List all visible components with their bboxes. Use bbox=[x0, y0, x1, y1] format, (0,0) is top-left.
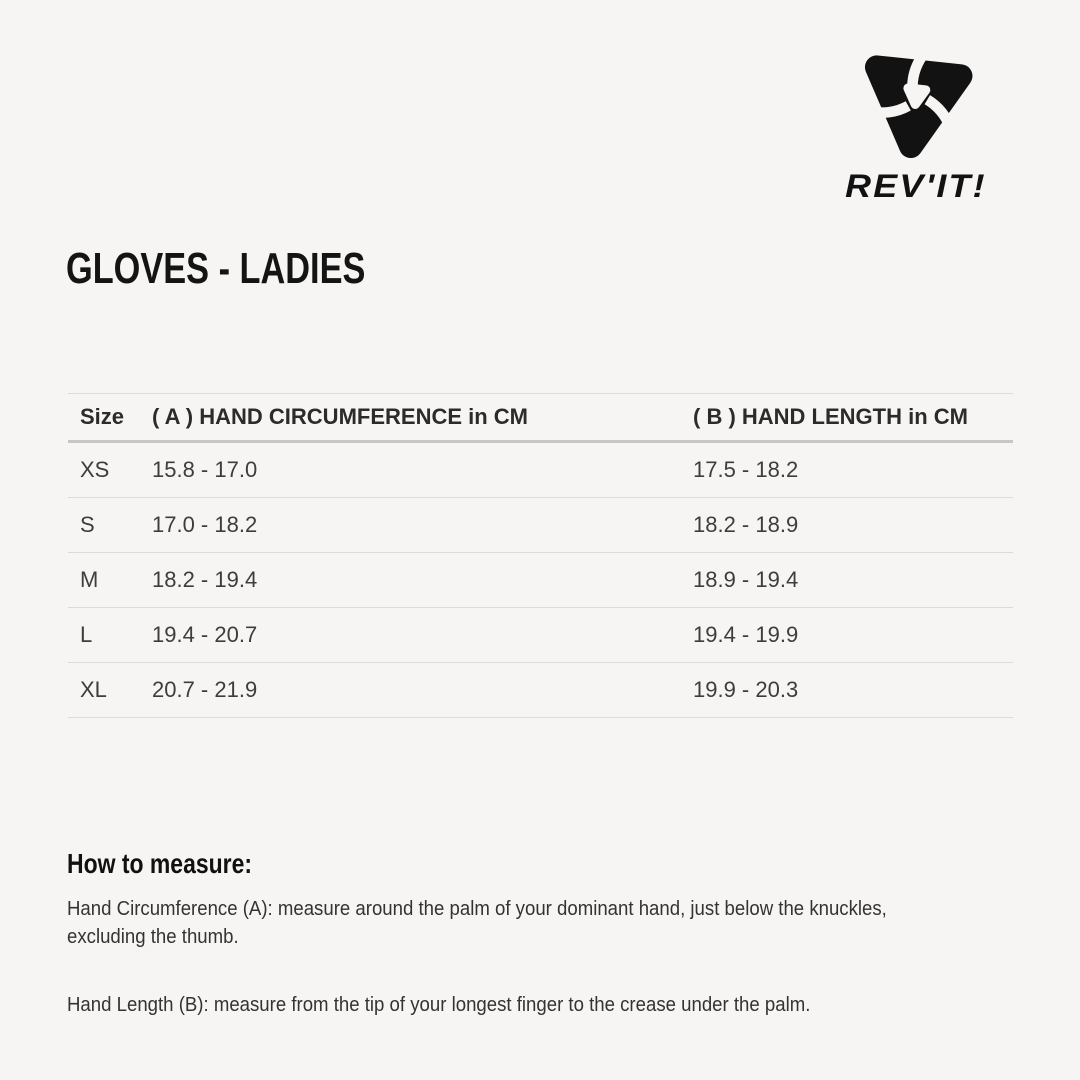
instruction-line: Hand Circumference (A): measure around the palm of your dominant hand, just below the knuckles, bbox=[67, 898, 887, 920]
hand-circumference-value: 15.8 - 17.0 bbox=[152, 457, 258, 482]
size-label: M bbox=[80, 567, 99, 592]
hand-circumference-value: 18.2 - 19.4 bbox=[152, 567, 258, 592]
how-to-measure-section bbox=[67, 849, 1027, 1019]
size-label: S bbox=[80, 512, 95, 537]
revit-shield-icon bbox=[857, 55, 975, 163]
hand-circumference-value: 20.7 - 21.9 bbox=[152, 677, 258, 702]
how-to-measure-heading: How to measure: bbox=[67, 848, 252, 879]
table-row bbox=[68, 553, 1013, 608]
brand-logo bbox=[840, 55, 992, 205]
table-row bbox=[68, 608, 1013, 663]
table-row bbox=[68, 663, 1013, 718]
hand-circumference-value: 17.0 - 18.2 bbox=[152, 512, 258, 537]
size-label: XS bbox=[80, 457, 110, 482]
size-label: XL bbox=[80, 677, 107, 702]
hand-length-value: 17.5 - 18.2 bbox=[693, 457, 799, 482]
hand-length-value: 19.9 - 20.3 bbox=[693, 677, 799, 702]
brand-name: REV'IT! bbox=[845, 168, 987, 204]
hand-circumference-instructions bbox=[67, 895, 960, 951]
hand-length-value: 18.2 - 18.9 bbox=[693, 512, 799, 537]
column-header-hand-circumference: ( A ) HAND CIRCUMFERENCE in CM bbox=[152, 404, 529, 429]
hand-length-value: 18.9 - 19.4 bbox=[693, 567, 799, 592]
table-row bbox=[68, 498, 1013, 553]
table-header-row bbox=[68, 393, 1013, 443]
instruction-line: Hand Length (B): measure from the tip of your longest finger to the crease under the palm. bbox=[67, 994, 811, 1016]
size-label: L bbox=[80, 622, 93, 647]
hand-length-value: 19.4 - 19.9 bbox=[693, 622, 799, 647]
size-chart-table bbox=[68, 393, 1013, 718]
instruction-line: excluding the thumb. bbox=[67, 926, 239, 948]
hand-length-instructions bbox=[67, 991, 960, 1019]
hand-circumference-value: 19.4 - 20.7 bbox=[152, 622, 258, 647]
column-header-size: Size bbox=[80, 404, 125, 429]
column-header-hand-length: ( B ) HAND LENGTH in CM bbox=[693, 404, 968, 429]
table-row bbox=[68, 443, 1013, 498]
page-title: GLOVES - LADIES bbox=[66, 244, 366, 293]
